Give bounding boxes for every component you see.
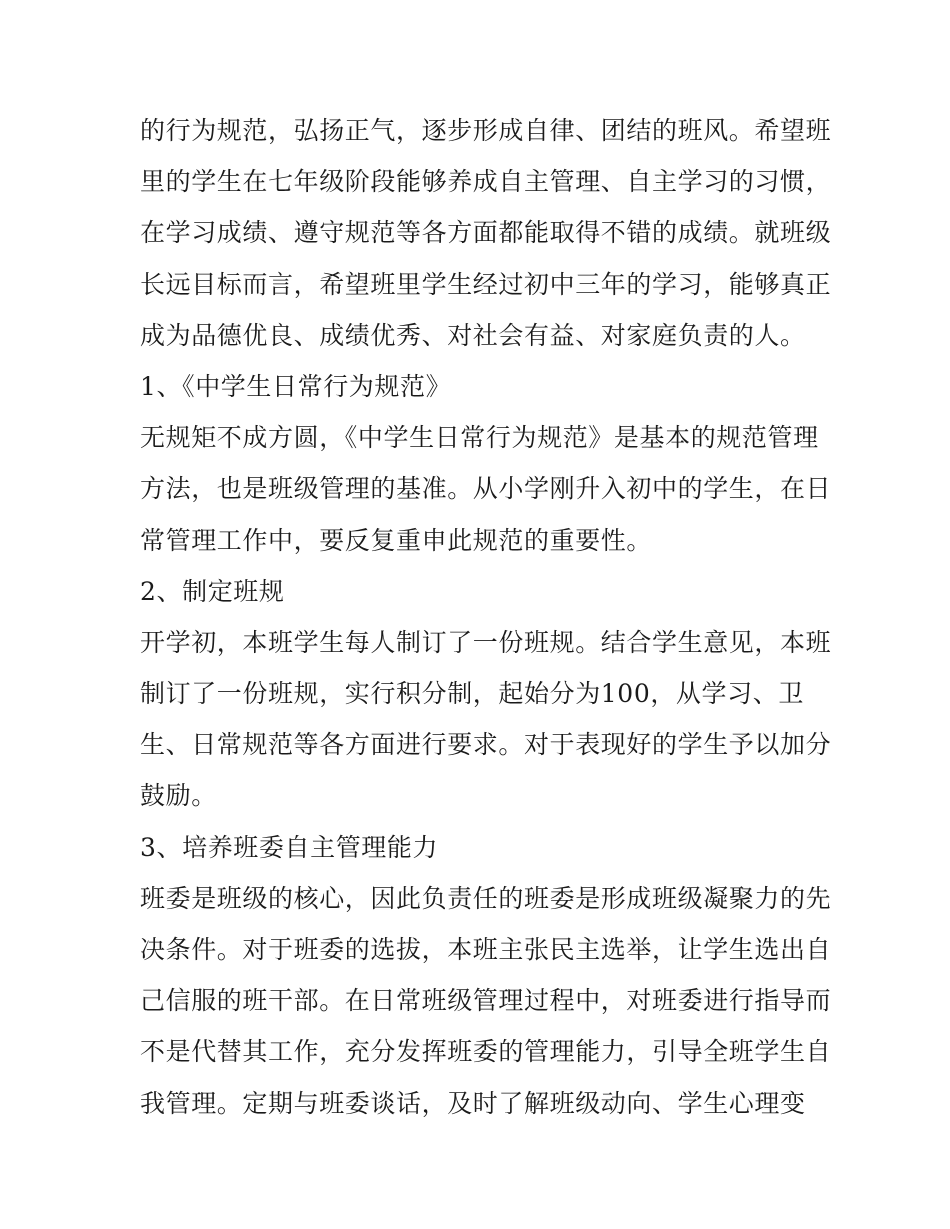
- text-line: 成为品德优良、成绩优秀、对社会有益、对家庭负责的人。: [140, 320, 806, 350]
- document-body: [140, 105, 832, 1129]
- text-line: 常管理工作中，要反复重申此规范的重要性。: [140, 525, 653, 555]
- section-heading-3: 3、培养班委自主管理能力: [140, 832, 439, 862]
- text-line: 制订了一份班规，实行积分制，起始分为100，从学习、卫: [140, 679, 804, 709]
- text-line: 己信服的班干部。在日常班级管理过程中，对班委进行指导而: [140, 986, 832, 1016]
- text-line: 不是代替其工作，充分发挥班委的管理能力，引导全班学生自: [140, 1037, 832, 1067]
- text-line: 我管理。定期与班委谈话，及时了解班级动向、学生心理变: [140, 1088, 806, 1118]
- text-line: 开学初，本班学生每人制订了一份班规。结合学生意见，本班: [140, 627, 832, 657]
- text-line: 生、日常规范等各方面进行要求。对于表现好的学生予以加分: [140, 730, 832, 760]
- text-line: 无规矩不成方圆，《中学生日常行为规范》是基本的规范管理: [140, 423, 819, 453]
- section-heading-2: 2、制定班规: [140, 576, 285, 606]
- text-line: 鼓励。: [140, 781, 217, 811]
- text-line: 里的学生在七年级阶段能够养成自主管理、自主学习的习惯，: [140, 167, 832, 197]
- section-heading-1: 1、《中学生日常行为规范》: [140, 371, 452, 401]
- text-line: 的行为规范，弘扬正气，逐步形成自律、团结的班风。希望班: [140, 116, 832, 145]
- text-line: 方法，也是班级管理的基准。从小学刚升入初中的学生，在日: [140, 474, 832, 504]
- text-line: 长远目标而言，希望班里学生经过初中三年的学习，能够真正: [140, 269, 832, 299]
- text-line: 班委是班级的核心，因此负责任的班委是形成班级凝聚力的先: [140, 883, 832, 913]
- text-line: 决条件。对于班委的选拔，本班主张民主选举，让学生选出自: [140, 935, 832, 964]
- text-line: 在学习成绩、遵守规范等各方面都能取得不错的成绩。就班级: [140, 218, 832, 248]
